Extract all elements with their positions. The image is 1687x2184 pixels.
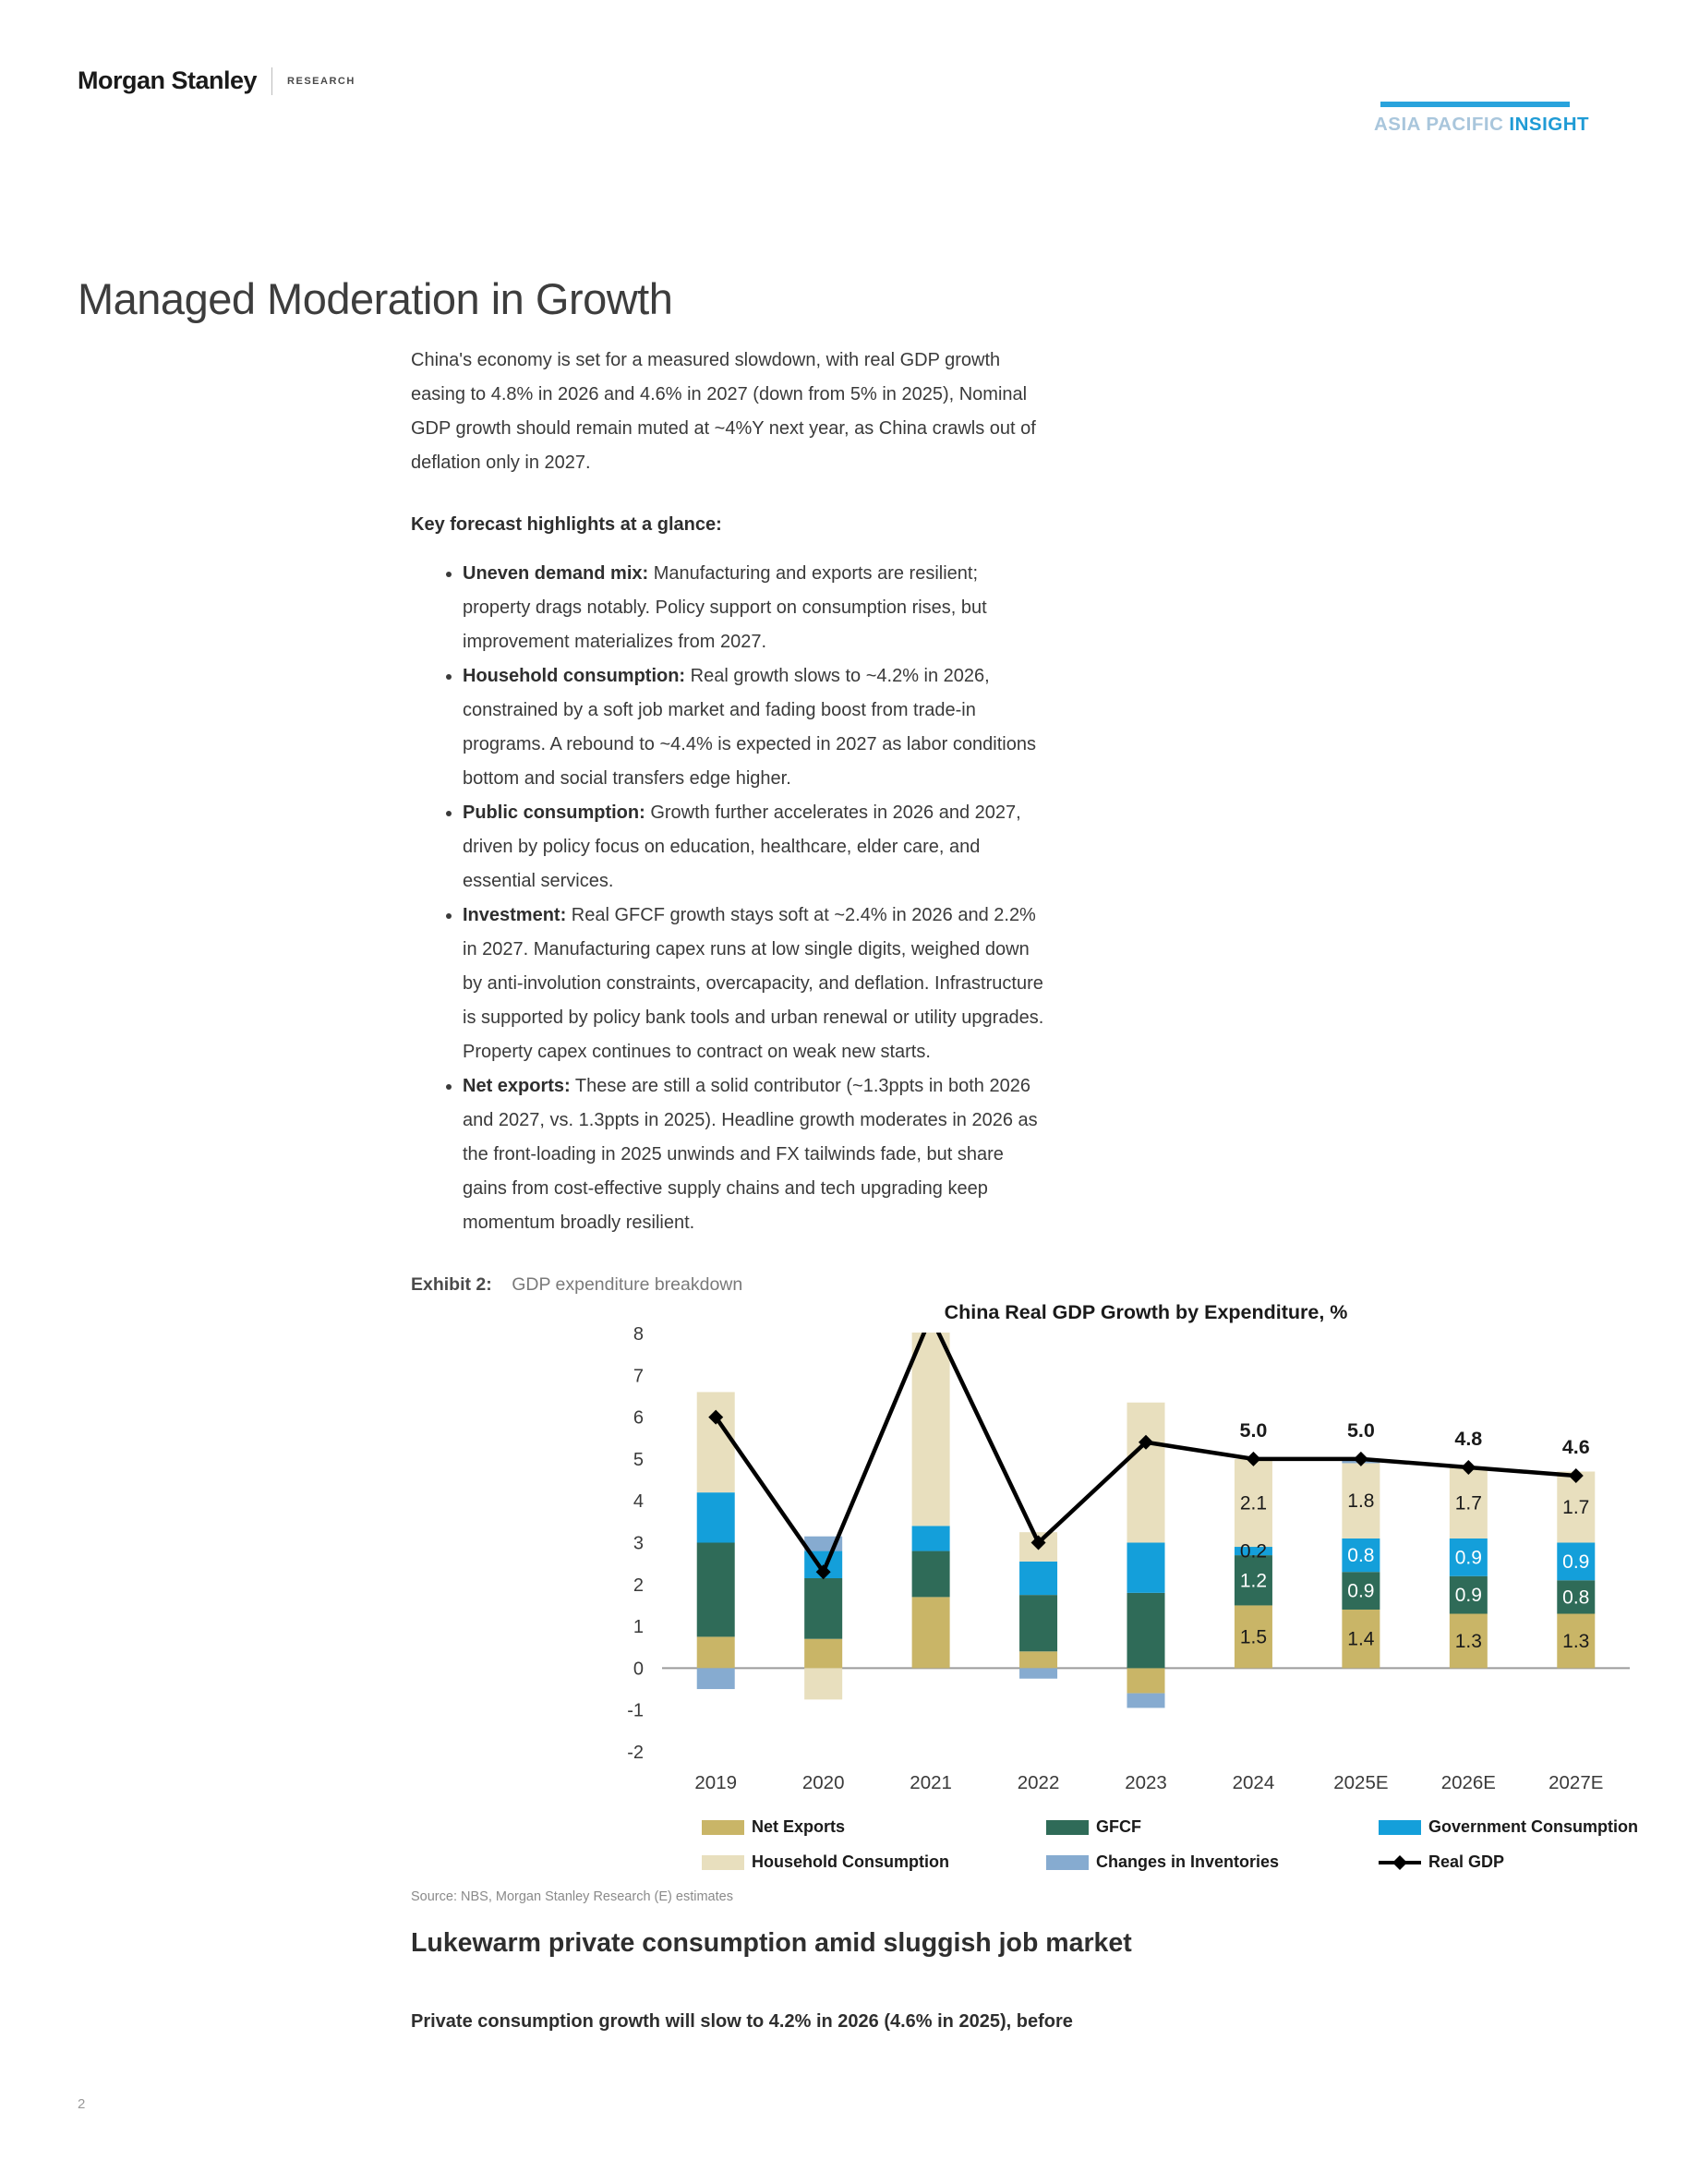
bar-value-label: 1.8 (1347, 1490, 1375, 1513)
legend-label: Real GDP (1428, 1852, 1505, 1871)
real-gdp-marker-2021 (923, 1309, 938, 1324)
bullet-list (411, 557, 1046, 1240)
brand-logo: Morgan Stanley (78, 66, 258, 94)
badge-text (1374, 114, 1590, 136)
badge-accent-bar (1380, 102, 1570, 107)
source-note: Source: NBS, Morgan Stanley Research (E) estimates (411, 1889, 733, 1904)
bullet-lead: Uneven demand mix: (463, 563, 649, 584)
legend-swatch-household-consumption (702, 1855, 744, 1870)
x-axis-label: 2022 (1017, 1772, 1060, 1793)
bar-value-label: 0.9 (1454, 1547, 1482, 1569)
bar-segment-government-consumption-2019 (697, 1492, 735, 1542)
bar-segment-net-exports-2021 (912, 1597, 950, 1668)
legend-row (411, 1852, 1648, 1888)
legend-label: Household Consumption (752, 1852, 949, 1871)
bar-segment-government-consumption-2021 (912, 1526, 950, 1551)
bar-segment-household-consumption-2023 (1127, 1403, 1165, 1543)
x-axis-label: 2024 (1232, 1772, 1275, 1793)
y-axis-tick-label: 8 (633, 1324, 644, 1345)
bullet-text: Real growth slows to ~4.2% in 2026, constrained by a soft job market and fading boost from trade-in programs. A rebound to ~4.4% is expected in 2027 as labor conditions bottom and social transfers edge higher. (463, 666, 1036, 789)
exhibit-caption: GDP expenditure breakdown (512, 1274, 743, 1295)
y-axis-tick-label: 3 (633, 1533, 644, 1554)
legend-swatch-net-exports (702, 1820, 744, 1835)
bar-value-label: 0.9 (1454, 1585, 1482, 1607)
bar-segment-net-exports-2023 (1127, 1668, 1165, 1693)
bar-segment-changes-in-inventories-2023 (1127, 1694, 1165, 1708)
x-axis-label: 2020 (801, 1772, 845, 1793)
bar-value-label: 2.1 (1239, 1492, 1268, 1514)
gdp-point-label: 4.8 (1454, 1427, 1483, 1450)
legend-swatch-gfcf (1046, 1820, 1089, 1835)
badge-series: INSIGHT (1509, 114, 1590, 135)
x-axis-label: 2019 (694, 1772, 738, 1793)
chart-legend (411, 1817, 1648, 1891)
legend-swatch-changes-in-inventories (1046, 1855, 1089, 1870)
bar-value-label: 1.4 (1347, 1628, 1375, 1650)
bar-value-label: 0.2 (1239, 1540, 1268, 1563)
section-lead-paragraph: Private consumption growth will slow to 4.2% in 2026 (4.6% in 2025), before (411, 2011, 1073, 2032)
bullet-lead: Household consumption: (463, 666, 686, 686)
gdp-chart-svg (411, 1291, 1648, 1808)
x-axis-label: 2025E (1333, 1772, 1389, 1793)
real-gdp-line-symbol (1379, 1854, 1421, 1871)
x-axis-label: 2027E (1548, 1772, 1604, 1793)
bar-value-label: 0.8 (1347, 1545, 1375, 1567)
bullet-text: Growth further accelerates in 2026 and 2027, driven by policy focus on education, healthcare, elder care, and essential services. (463, 802, 1021, 891)
legend-item-household-consumption (702, 1852, 949, 1872)
gdp-point-label: 5.0 (1239, 1418, 1268, 1442)
legend-item-government-consumption (1379, 1817, 1638, 1837)
bullet-text: Manufacturing and exports are resilient; property drags notably. Policy support on consumption rises, but improvement materializes from 2027. (463, 563, 987, 652)
intro-paragraph: China's economy is set for a measured slowdown, with real GDP growth easing to 4.8% in 2026 and 4.6% in 2027 (down from 5% in 2025), Nominal GDP growth should remain muted at ~4%Y next year, as China crawls out of deflation only in 2027. (411, 350, 1036, 473)
y-axis-tick-label: 6 (633, 1407, 644, 1429)
bar-segment-government-consumption-2023 (1127, 1543, 1165, 1593)
bar-value-label: 0.9 (1347, 1580, 1375, 1602)
bar-segment-gfcf-2023 (1127, 1593, 1165, 1669)
legend-row (411, 1817, 1648, 1852)
exhibit-label: Exhibit 2: (411, 1274, 492, 1295)
y-axis-tick-label: -2 (627, 1743, 644, 1763)
bullet-lead: Public consumption: (463, 802, 645, 823)
bullet-text: Real GFCF growth stays soft at ~2.4% in 2026 and 2.2% in 2027. Manufacturing capex runs at low single digits, weighed down by anti-involution constraints, overcapacity, and deflation. Infrastructure is supported by policy bank tools and urban renewal or utility upgrades. Property capex continues to contract on weak new starts. (463, 905, 1044, 1062)
y-axis-tick-label: 7 (633, 1366, 644, 1387)
bar-segment-gfcf-2021 (912, 1551, 950, 1598)
y-axis-tick-label: -1 (627, 1700, 644, 1721)
bar-segment-government-consumption-2022 (1019, 1562, 1057, 1595)
bar-segment-net-exports-2020 (804, 1639, 842, 1669)
legend-label: Net Exports (752, 1817, 846, 1836)
bar-segment-changes-in-inventories-2022 (1019, 1668, 1057, 1678)
page-number: 2 (78, 2096, 86, 2112)
bullet-lead: Net exports: (463, 1076, 571, 1096)
gdp-point-label: 4.6 (1561, 1436, 1590, 1459)
bar-segment-gfcf-2022 (1019, 1595, 1057, 1651)
bullet-item (463, 899, 1046, 1069)
legend-label: Changes in Inventories (1096, 1852, 1280, 1871)
bar-value-label: 1.5 (1239, 1626, 1268, 1648)
bar-segment-net-exports-2022 (1019, 1651, 1057, 1668)
header-divider (271, 67, 272, 95)
legend-swatch-government-consumption (1379, 1820, 1421, 1835)
gdp-expenditure-chart (411, 1291, 1648, 1808)
legend-label: Government Consumption (1428, 1817, 1639, 1836)
section-heading: Lukewarm private consumption amid sluggish job market (411, 1928, 1132, 1958)
bar-segment-gfcf-2020 (804, 1578, 842, 1639)
body-column (411, 344, 1046, 1240)
bar-value-label: 0.8 (1562, 1587, 1590, 1609)
bar-value-label: 1.3 (1454, 1630, 1482, 1652)
legend-item-net-exports (702, 1817, 845, 1837)
report-series-badge (1374, 102, 1590, 136)
bullet-item (463, 659, 1046, 796)
y-axis-tick-label: 2 (633, 1575, 644, 1596)
chart-title: China Real GDP Growth by Expenditure, % (944, 1301, 1348, 1323)
bar-value-label: 1.3 (1562, 1630, 1590, 1652)
bullets-heading: Key forecast highlights at a glance: (411, 514, 722, 535)
page-title: Managed Moderation in Growth (78, 274, 673, 324)
bar-value-label: 1.7 (1454, 1492, 1482, 1514)
x-axis-label: 2026E (1440, 1772, 1496, 1793)
y-axis-tick-label: 4 (633, 1491, 644, 1513)
legend-item-real-gdp (1379, 1852, 1504, 1872)
y-axis-tick-label: 1 (633, 1617, 644, 1638)
bar-value-label: 1.2 (1239, 1570, 1268, 1592)
bar-value-label: 0.9 (1562, 1551, 1590, 1573)
y-axis-tick-label: 5 (633, 1449, 644, 1470)
legend-item-gfcf (1046, 1817, 1141, 1837)
x-axis-label: 2023 (1125, 1772, 1167, 1793)
header-left (78, 66, 355, 95)
bar-segment-household-consumption-2019 (697, 1392, 735, 1492)
bullet-text: These are still a solid contributor (~1.3ppts in both 2026 and 2027, vs. 1.3ppts in 2025). Headline growth moderates in 2026 as the front-loading in 2025 unwinds and FX tailwinds fade, but share gains from cost-effective supply chains and tech upgrading keep momentum broadly resilient. (463, 1076, 1038, 1233)
division-label: RESEARCH (287, 75, 355, 87)
legend-item-changes-in-inventories (1046, 1852, 1279, 1872)
bar-segment-household-consumption-2020 (804, 1668, 842, 1699)
x-axis-label: 2021 (910, 1772, 952, 1793)
gdp-point-label: 5.0 (1346, 1418, 1375, 1442)
badge-region: ASIA PACIFIC (1374, 114, 1504, 135)
legend-label: GFCF (1096, 1817, 1141, 1836)
bar-value-label: 1.7 (1562, 1496, 1590, 1518)
bullet-item (463, 1069, 1046, 1240)
bar-segment-changes-in-inventories-2019 (697, 1668, 735, 1689)
bullet-lead: Investment: (463, 905, 567, 925)
y-axis-tick-label: 0 (633, 1659, 644, 1680)
bullet-item (463, 557, 1046, 659)
bullet-item (463, 796, 1046, 899)
bar-segment-gfcf-2019 (697, 1543, 735, 1637)
bar-segment-net-exports-2019 (697, 1636, 735, 1668)
